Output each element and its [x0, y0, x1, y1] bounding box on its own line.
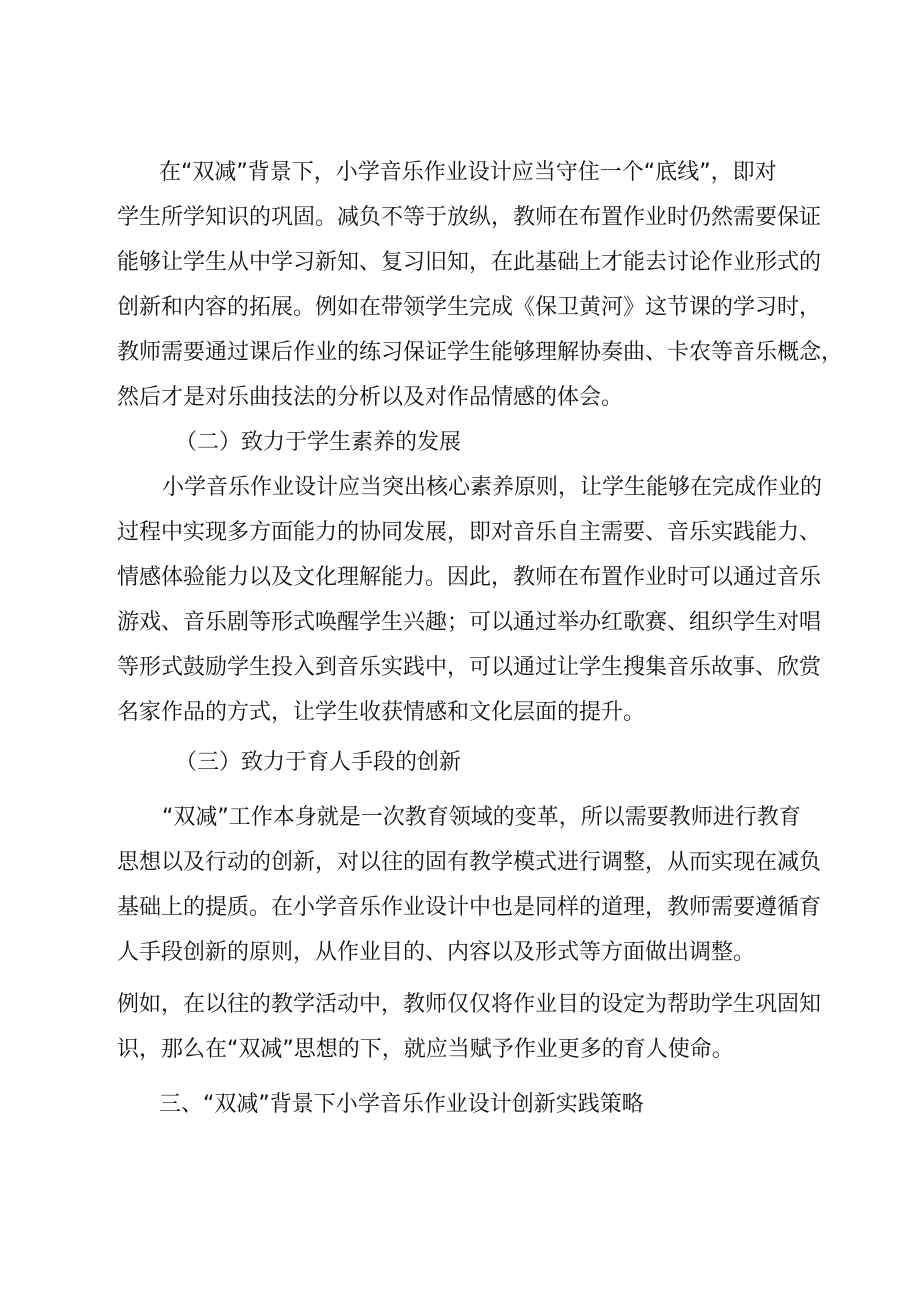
paragraph-3-line-2: 思想以及行动的创新，对以往的固有教学模式进行调整，从而实现在减负	[117, 850, 822, 875]
paragraph-1-line-4: 创新和内容的拓展。例如在带领学生完成《保卫黄河》这节课的学习时，	[117, 295, 822, 320]
paragraph-2-line-2: 过程中实现多方面能力的协同发展，即对音乐自主需要、音乐实践能力、	[117, 520, 822, 545]
paragraph-1-line-3: 能够让学生从中学习新知、复习旧知，在此基础上才能去讨论作业形式的	[117, 250, 822, 275]
paragraph-2-line-5: 等形式鼓励学生投入到音乐实践中，可以通过让学生搜集音乐故事、欣赏	[117, 655, 822, 680]
paragraph-3-line-3: 基础上的提质。在小学音乐作业设计中也是同样的道理，教师需要遵循育	[117, 895, 822, 920]
paragraph-1-line-1: 在“双减”背景下，小学音乐作业设计应当守住一个“底线”，即对	[159, 160, 777, 185]
paragraph-2-line-1: 小学音乐作业设计应当突出核心素养原则，让学生能够在完成作业的	[162, 475, 823, 500]
paragraph-1-line-6: 然后才是对乐曲技法的分析以及对作品情感的体会。	[117, 385, 624, 410]
paragraph-2-line-4: 游戏、音乐剧等形式唤醒学生兴趣；可以通过举办红歌赛、组织学生对唱	[117, 610, 822, 635]
paragraph-2-line-6: 名家作品的方式，让学生收获情感和文化层面的提升。	[117, 700, 646, 725]
paragraph-3-line-1: “双减”工作本身就是一次教育领域的变革，所以需要教师进行教育	[162, 805, 801, 830]
paragraph-2-line-3: 情感体验能力以及文化理解能力。因此，教师在布置作业时可以通过音乐	[117, 565, 822, 590]
section-3-heading: 三、“双减”背景下小学音乐作业设计创新实践策略	[159, 1092, 644, 1117]
paragraph-3-line-4: 人手段创新的原则，从作业目的、内容以及形式等方面做出调整。	[117, 940, 756, 965]
subheading-3: （三）致力于育人手段的创新	[175, 750, 462, 775]
paragraph-1-line-5: 教师需要通过课后作业的练习保证学生能够理解协奏曲、卡农等音乐概念，	[117, 340, 844, 365]
paragraph-4-line-1: 例如，在以往的教学活动中，教师仅仅将作业目的设定为帮助学生巩固知	[117, 992, 822, 1017]
paragraph-1-line-2: 学生所学知识的巩固。减负不等于放纵，教师在布置作业时仍然需要保证	[117, 205, 822, 230]
paragraph-4-line-2: 识，那么在“双减”思想的下，就应当赋予作业更多的育人使命。	[117, 1037, 734, 1062]
subheading-2: （二）致力于学生素养的发展	[175, 430, 462, 455]
